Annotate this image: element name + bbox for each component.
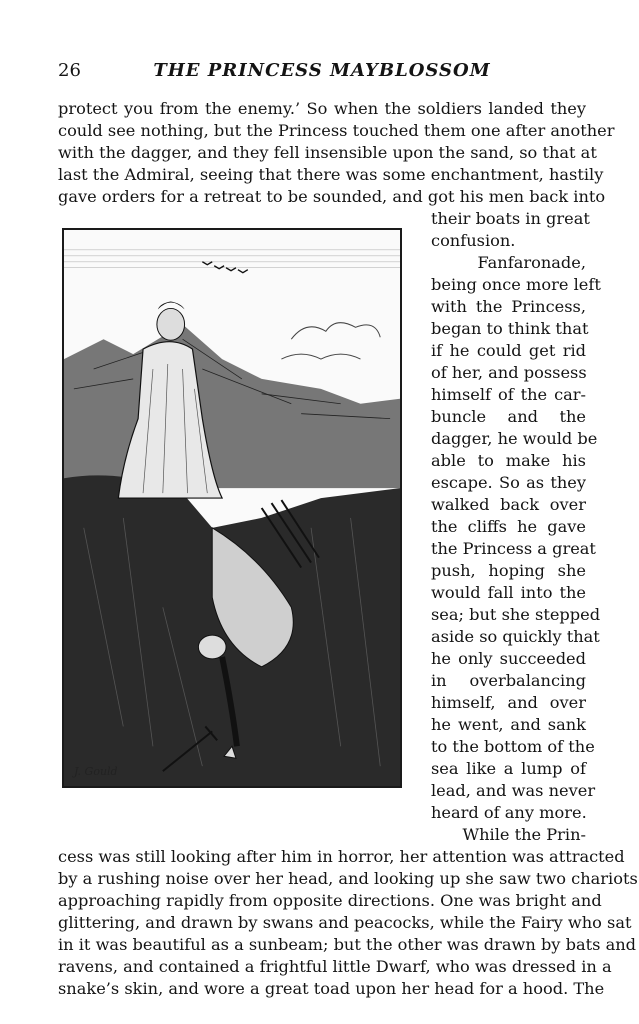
text-line: by a rushing noise over her head, and looking up she saw two chariots <box>58 869 638 888</box>
running-title: THE PRINCESS MAYBLOSSOM <box>153 60 491 81</box>
text-line: push, hoping she <box>431 561 586 580</box>
text-line: in overbalancing <box>431 671 586 690</box>
text-line: aside so quickly that <box>431 627 600 646</box>
page-number: 26 <box>58 60 81 81</box>
illustration-princess-cliff <box>62 228 402 788</box>
text-line: heard of any more. <box>431 803 587 822</box>
text-line: glittering, and drawn by swans and peacocks, while the Fairy who sat <box>58 913 632 932</box>
text-line: being once more left <box>431 275 601 294</box>
text-line: confusion. <box>431 231 516 250</box>
text-line: to the bottom of the <box>431 737 595 756</box>
text-line: last the Admiral, seeing that there was some enchantment, hastily <box>58 165 604 184</box>
text-line: escape. So as they <box>431 473 586 492</box>
text-line: gave orders for a retreat to be sounded, and got his men back into <box>58 187 606 206</box>
text-line: sea like a lump of <box>431 759 586 778</box>
text-line: ravens, and contained a frightful little Dwarf, who was dressed in a <box>58 957 612 976</box>
text-line: himself, and over <box>431 693 586 712</box>
text-line: Fanfaronade, <box>477 253 586 272</box>
text-line: he went, and sank <box>431 715 586 734</box>
text-line: walked back over <box>431 495 586 514</box>
text-line: buncle and the <box>431 407 586 426</box>
text-line: dagger, he would be <box>431 429 598 448</box>
text-line: began to think that <box>431 319 589 338</box>
text-line: their boats in great <box>431 209 590 228</box>
text-line: he only succeeded <box>431 649 586 668</box>
text-line: snake’s skin, and wore a great toad upon her head for a hood. The <box>58 979 605 998</box>
text-line: able to make his <box>431 451 586 470</box>
text-line: with the dagger, and they fell insensible upon the sand, so that at <box>58 143 597 162</box>
text-line: lead, and was never <box>431 781 596 800</box>
text-line: himself of the car- <box>431 385 586 404</box>
engraving-image <box>64 230 400 786</box>
text-line: with the Princess, <box>431 297 586 316</box>
text-line: could see nothing, but the Princess touched them one after another <box>58 121 615 140</box>
text-line: would fall into the <box>431 583 586 602</box>
text-line: if he could get rid <box>431 341 586 360</box>
text-line: approaching rapidly from opposite directions. One was bright and <box>58 891 602 910</box>
text-line: the cliffs he gave <box>431 517 586 536</box>
text-line: cess was still looking after him in horror, her attention was attracted <box>58 847 625 866</box>
text-line: While the Prin- <box>462 825 586 844</box>
text-line: in it was beautiful as a sunbeam; but the other was drawn by bats and <box>58 935 637 954</box>
text-line: of her, and possess <box>431 363 587 382</box>
text-line: protect you from the enemy.’ So when the soldiers landed they <box>58 99 586 118</box>
page-header <box>58 60 586 84</box>
text-line: sea; but she stepped <box>431 605 601 624</box>
text-line: the Princess a great <box>431 539 596 558</box>
artist-signature: J. Gould <box>74 765 118 778</box>
